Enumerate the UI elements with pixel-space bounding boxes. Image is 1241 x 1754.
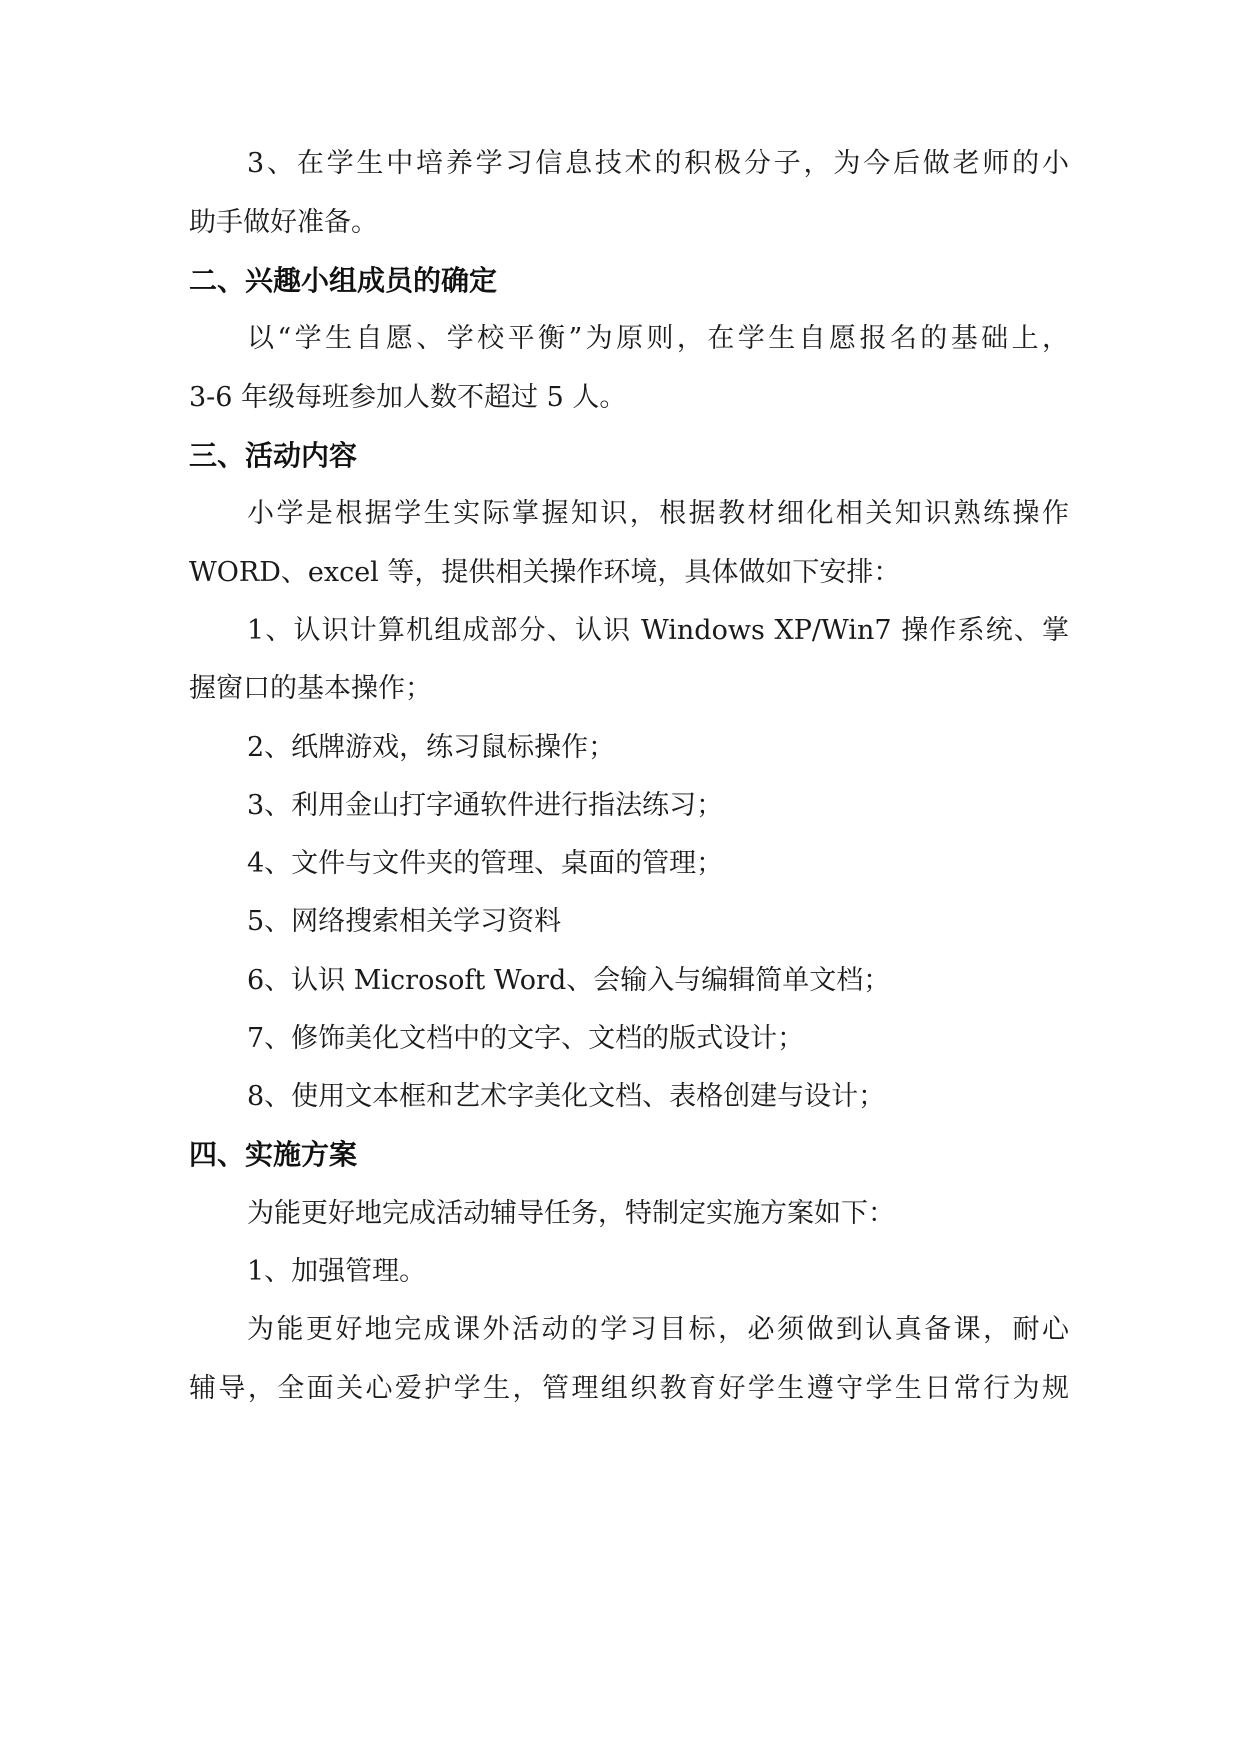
list-item: 握窗口的基本操作； <box>189 673 432 704</box>
section-heading: 二、兴趣小组成员的确定 <box>189 264 498 297</box>
paragraph-line: 为能更好地完成活动辅导任务，特制定实施方案如下： <box>247 1198 895 1229</box>
section-heading: 三、活动内容 <box>189 439 358 472</box>
paragraph-line: 小学是根据学生实际掌握知识，根据教材细化相关知识熟练操作 <box>247 498 1069 529</box>
paragraph-line: 3-6 年级每班参加人数不超过 5 人。 <box>189 382 627 413</box>
list-item: 5、网络搜索相关学习资料 <box>247 906 562 937</box>
list-item: 4、文件与文件夹的管理、桌面的管理； <box>247 848 724 879</box>
paragraph-line: WORD、excel 等，提供相关操作环境，具体做如下安排： <box>189 557 901 588</box>
paragraph-line: 为能更好地完成课外活动的学习目标，必须做到认真备课，耐心 <box>247 1314 1069 1345</box>
list-item: 8、使用文本框和艺术字美化文档、表格创建与设计； <box>247 1081 886 1112</box>
paragraph-line: 1、加强管理。 <box>247 1256 427 1287</box>
list-item: 7、修饰美化文档中的文字、文档的版式设计； <box>247 1023 805 1054</box>
list-item: 1、认识计算机组成部分、认识 Windows XP/Win7 操作系统、掌 <box>247 615 1069 646</box>
paragraph-line: 辅导，全面关心爱护学生，管理组织教育好学生遵守学生日常行为规 <box>189 1373 1069 1404</box>
list-item: 3、利用金山打字通软件进行指法练习； <box>247 790 724 821</box>
paragraph-line: 3、在学生中培养学习信息技术的积极分子，为今后做老师的小 <box>247 148 1069 179</box>
paragraph-line: 以“学生自愿、学校平衡”为原则，在学生自愿报名的基础上， <box>247 323 1069 354</box>
list-item: 6、认识 Microsoft Word、会输入与编辑简单文档； <box>247 965 891 996</box>
section-heading: 四、实施方案 <box>189 1138 358 1171</box>
paragraph-line: 助手做好准备。 <box>189 207 378 238</box>
list-item: 2、纸牌游戏，练习鼠标操作； <box>247 732 616 763</box>
